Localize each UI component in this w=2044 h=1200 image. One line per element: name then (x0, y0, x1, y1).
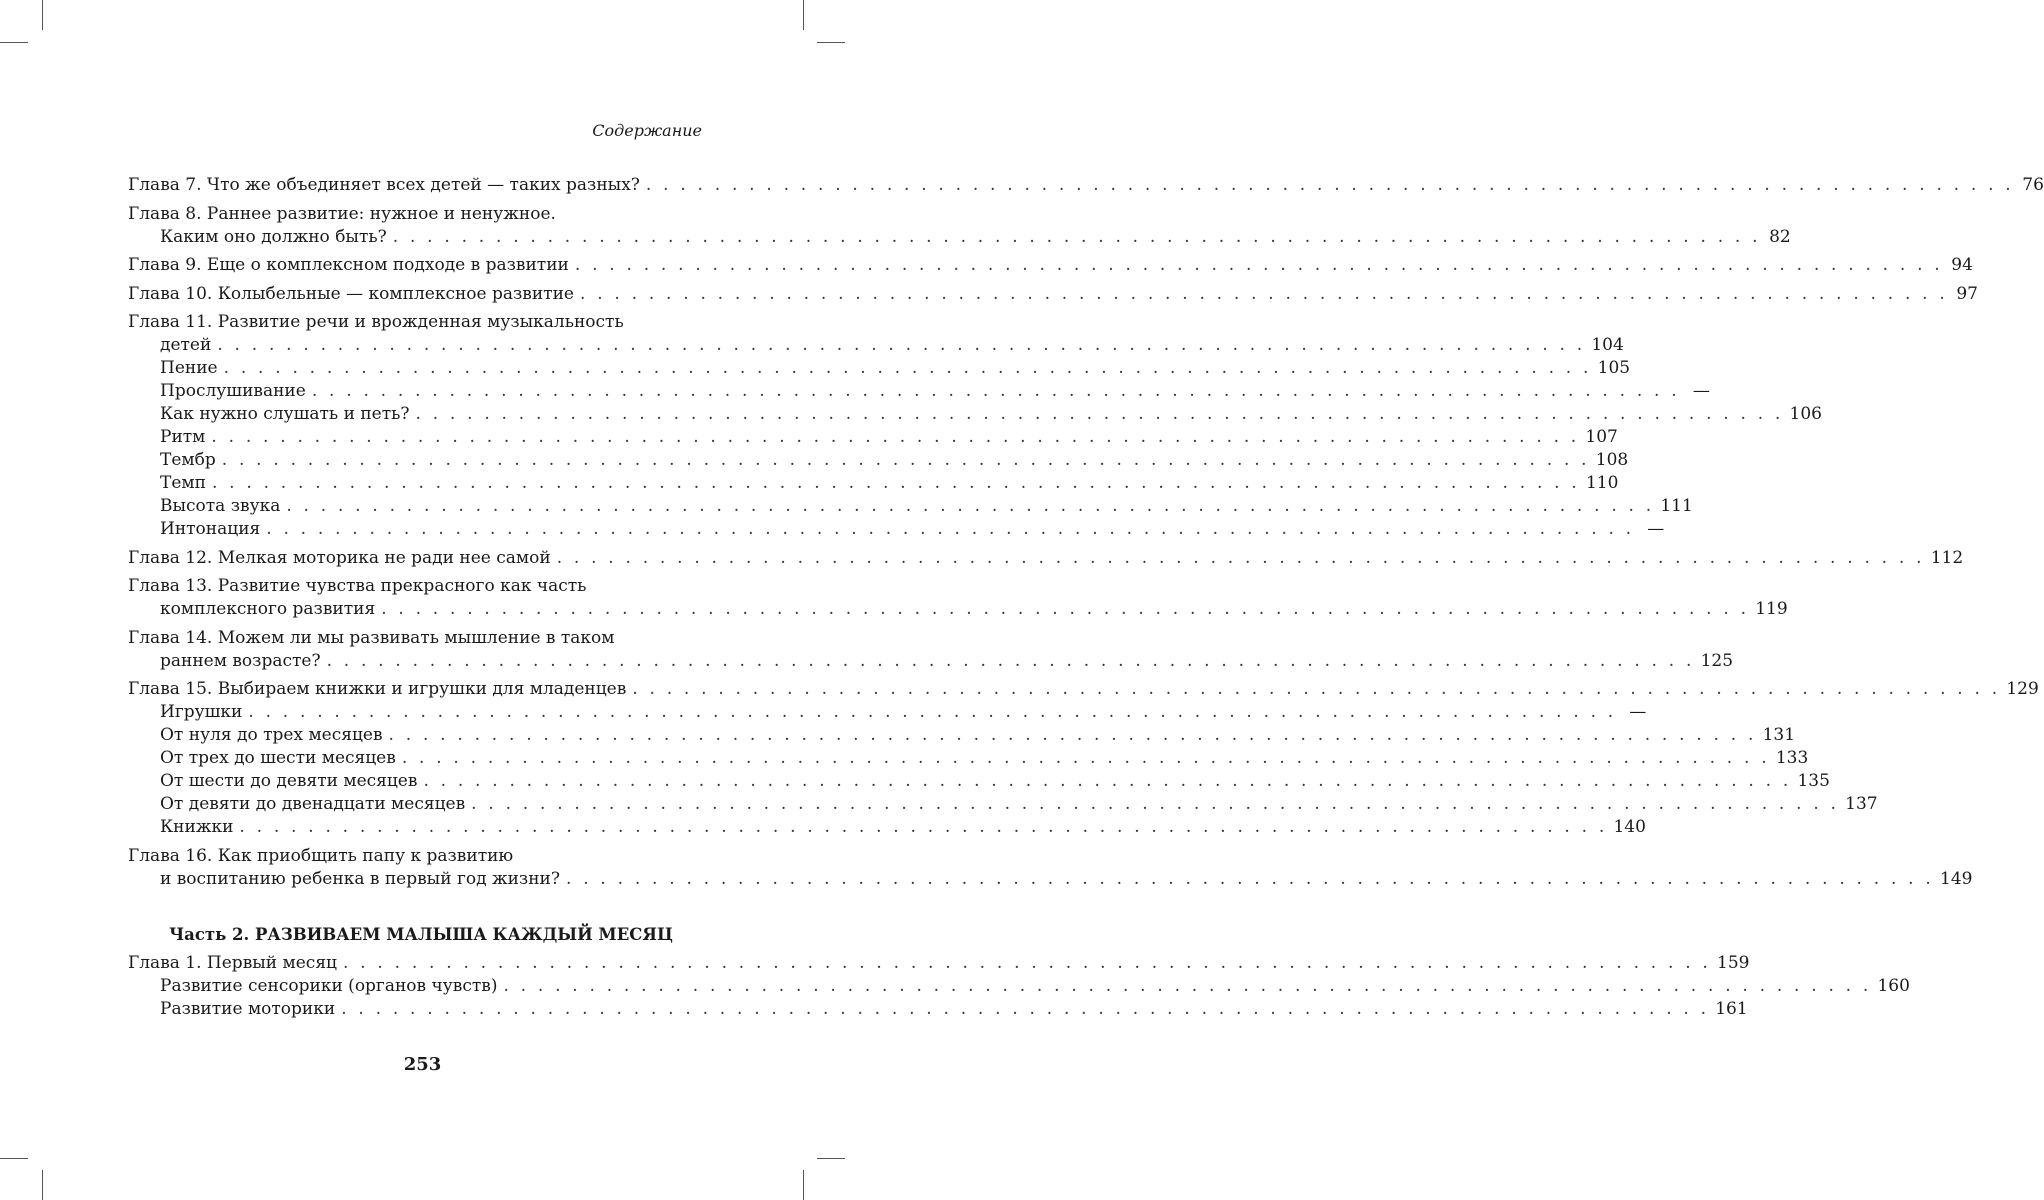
toc-entry (128, 203, 702, 226)
toc-entry-page: — (1629, 702, 1647, 722)
toc-entry-title: Развитие моторики (160, 999, 336, 1019)
toc-entry (128, 598, 1788, 621)
toc-entry-title: От нуля до трех месяцев (160, 725, 383, 745)
dot-leader: . . . . . . . . . . . . . . . . . . . . . . . . . . . . . . . . . . . . . . . . . . . . . . . . . . . . . . . . . . . . . . . . . . . . . . . . . . . . . . . . (286, 496, 1655, 516)
toc-entry (128, 449, 1629, 472)
toc-entry-title: Глава 10. Колыбельные — комплексное развитие (128, 283, 574, 304)
toc-entry (128, 724, 1796, 747)
dot-leader: . . . . . . . . . . . . . . . . . . . . . . . . . . . . . . . . . . . . . . . . . . . . . . . . . . . . . . . . . . . . . . . . . . . . . . . . . . . . . . . . (388, 725, 1757, 745)
toc-chapter (128, 174, 2044, 197)
dot-leader: . . . . . . . . . . . . . . . . . . . . . . . . . . . . . . . . . . . . . . . . . . . . . . . . . . . . . . . . . . . . . . . . . . . . . . . . . . . . . . . . (392, 226, 1761, 247)
dot-leader: . . . . . . . . . . . . . . . . . . . . . . . . . . . . . . . . . . . . . . . . . . . . . . . . . . . . . . . . . . . . . . . . . . . . . . . . . . . . . . . . (248, 702, 1617, 722)
toc-chapter (128, 575, 1788, 621)
toc-entry-page: 119 (1755, 599, 1788, 619)
running-header: Содержание (592, 121, 702, 140)
toc-chapter (128, 678, 2039, 839)
toc-entry-page: 137 (1845, 794, 1878, 814)
toc-entry-title: Глава 13. Развитие чувства прекрасного как часть (128, 576, 587, 596)
toc-entry-title: Высота звука (160, 496, 281, 516)
toc-entry-page: 129 (2006, 679, 2039, 699)
toc-entry-title: и воспитанию ребенка в первый год жизни? (160, 868, 560, 889)
crop-mark (0, 42, 28, 43)
toc-entry (128, 998, 1748, 1021)
toc-entry (128, 495, 1693, 518)
dot-leader: . . . . . . . . . . . . . . . . . . . . . . . . . . . . . . . . . . . . . . . . . . . . . . . . . . . . . . . . . . . . . . . . . . . . . . . . . . . . . . . . (239, 817, 1608, 837)
dot-leader: . . . . . . . . . . . . . . . . . . . . . . . . . . . . . . . . . . . . . . . . . . . . . . . . . . . . . . . . . . . . . . . . . . . . . . . . . . . . . . . . (574, 255, 1943, 275)
toc-chapter (128, 283, 1978, 306)
toc-entry-title: Глава 15. Выбираем книжки и игрушки для младенцев (128, 679, 627, 699)
toc-entry (128, 472, 1619, 495)
toc-entry (128, 380, 1710, 403)
dot-leader: . . . . . . . . . . . . . . . . . . . . . . . . . . . . . . . . . . . . . . . . . . . . . . . . . . . . . . . . . . . . . . . . . . . . . . . . . . . . . . . . (645, 175, 2014, 195)
toc-entry-page: 111 (1660, 496, 1693, 516)
toc-entry-title: комплексного развития (160, 599, 376, 619)
toc-entry (128, 868, 1973, 891)
toc-entry-page: 159 (1717, 953, 1750, 973)
crop-mark (817, 1158, 845, 1159)
dot-leader: . . . . . . . . . . . . . . . . . . . . . . . . . . . . . . . . . . . . . . . . . . . . . . . . . . . . . . . . . . . . . . . . . . . . . . . . . . . . . . . . (326, 650, 1695, 671)
toc-entry (128, 575, 702, 598)
part-heading: Часть 2. РАЗВИВАЕМ МАЛЫША КАЖДЫЙ МЕСЯЦ (169, 924, 673, 944)
toc-entry-page: — (1647, 519, 1665, 539)
crop-mark (803, 0, 804, 30)
toc-chapter (128, 203, 1791, 249)
toc-entry-title: Глава 14. Можем ли мы развивать мышление в таком (128, 627, 615, 648)
dot-leader: . . . . . . . . . . . . . . . . . . . . . . . . . . . . . . . . . . . . . . . . . . . . . . . . . . . . . . . . . . . . . . . . . . . . . . . . . . . . . . . . (381, 599, 1750, 619)
toc-entry-page: 76 (2022, 175, 2044, 195)
toc-entry-title: Пение (160, 358, 218, 378)
crop-mark (803, 1170, 804, 1200)
toc-entry-title: Развитие сенсорики (органов чувств) (160, 976, 498, 996)
toc-entry (128, 770, 1830, 793)
dot-leader: . . . . . . . . . . . . . . . . . . . . . . . . . . . . . . . . . . . . . . . . . . . . . . . . . . . . . . . . . . . . . . . . . . . . . . . . . . . . . . . . (311, 381, 1680, 401)
toc-entry (128, 226, 1791, 249)
dot-leader: . . . . . . . . . . . . . . . . . . . . . . . . . . . . . . . . . . . . . . . . . . . . . . . . . . . . . . . . . . . . . . . . . . . . . . . . . . . . . . . . (565, 868, 1934, 889)
toc-entry (128, 701, 1647, 724)
toc-entry-page: 105 (1597, 358, 1631, 378)
toc-entry (128, 627, 702, 650)
toc-entry-page: 112 (1930, 547, 1964, 568)
toc-entry (128, 311, 702, 334)
toc-entry-title: Глава 11. Развитие речи и врожденная музыкальность (128, 312, 624, 332)
dot-leader: . . . . . . . . . . . . . . . . . . . . . . . . . . . . . . . . . . . . . . . . . . . . . . . . . . . . . . . . . . . . . . . . . . . . . . . . . . . . . . . . (503, 976, 1872, 996)
crop-mark (42, 1170, 43, 1200)
dot-leader: . . . . . . . . . . . . . . . . . . . . . . . . . . . . . . . . . . . . . . . . . . . . . . . . . . . . . . . . . . . . . . . . . . . . . . . . . . . . . . . . (266, 519, 1635, 539)
crop-mark (0, 1158, 28, 1159)
toc-entry-title: От трех до шести месяцев (160, 748, 396, 768)
toc-entry (128, 547, 1964, 570)
dot-leader: . . . . . . . . . . . . . . . . . . . . . . . . . . . . . . . . . . . . . . . . . . . . . . . . . . . . . . . . . . . . . . . . . . . . . . . . . . . . . . . . (341, 999, 1710, 1019)
dot-leader: . . . . . . . . . . . . . . . . . . . . . . . . . . . . . . . . . . . . . . . . . . . . . . . . . . . . . . . . . . . . . . . . . . . . . . . . . . . . . . . . (211, 427, 1580, 447)
toc-entry-page: 133 (1775, 748, 1809, 768)
dot-leader: . . . . . . . . . . . . . . . . . . . . . . . . . . . . . . . . . . . . . . . . . . . . . . . . . . . . . . . . . . . . . . . . . . . . . . . . . . . . . . . . (415, 404, 1784, 424)
toc-entry-page: 106 (1789, 404, 1822, 424)
toc-entry (128, 254, 1973, 277)
toc-entry (128, 650, 1734, 673)
dot-leader: . . . . . . . . . . . . . . . . . . . . . . . . . . . . . . . . . . . . . . . . . . . . . . . . . . . . . . . . . . . . . . . . . . . . . . . . . . . . . . . . (401, 748, 1770, 768)
toc-entry (128, 845, 702, 868)
toc-entry-title: Глава 16. Как приобщить папу к развитию (128, 845, 514, 866)
toc-chapter (128, 547, 1964, 570)
dot-leader: . . . . . . . . . . . . . . . . . . . . . . . . . . . . . . . . . . . . . . . . . . . . . . . . . . . . . . . . . . . . . . . . . . . . . . . . . . . . . . . . (221, 450, 1590, 470)
dot-leader: . . . . . . . . . . . . . . . . . . . . . . . . . . . . . . . . . . . . . . . . . . . . . . . . . . . . . . . . . . . . . . . . . . . . . . . . . . . . . . . . (343, 953, 1712, 973)
toc-entry-title: Игрушки (160, 702, 243, 722)
toc-chapter (128, 845, 1973, 891)
toc-chapter (128, 254, 1973, 277)
toc-entry-title: Глава 8. Раннее развитие: нужное и ненужное. (128, 203, 556, 224)
toc-entry (128, 426, 1618, 449)
toc-entry (128, 678, 2039, 701)
dot-leader: . . . . . . . . . . . . . . . . . . . . . . . . . . . . . . . . . . . . . . . . . . . . . . . . . . . . . . . . . . . . . . . . . . . . . . . . . . . . . . . . (632, 679, 2001, 699)
toc-entry (128, 793, 1878, 816)
toc-entry-page: 161 (1715, 999, 1748, 1019)
toc-entry (128, 357, 1631, 380)
toc-entry-page: 131 (1762, 725, 1796, 745)
toc-entry-page: 160 (1877, 976, 1910, 996)
toc-entry-page: 107 (1585, 427, 1618, 447)
dot-leader: . . . . . . . . . . . . . . . . . . . . . . . . . . . . . . . . . . . . . . . . . . . . . . . . . . . . . . . . . . . . . . . . . . . . . . . . . . . . . . . . (223, 358, 1592, 378)
dot-leader: . . . . . . . . . . . . . . . . . . . . . . . . . . . . . . . . . . . . . . . . . . . . . . . . . . . . . . . . . . . . . . . . . . . . . . . . . . . . . . . . (579, 283, 1948, 304)
toc-entry (128, 334, 1624, 357)
toc-entry-title: Как нужно слушать и петь? (160, 404, 410, 424)
toc-entry-title: Глава 7. Что же объединяет всех детей — таких разных? (128, 175, 640, 195)
toc-entry (128, 283, 1978, 306)
toc-entry-page: 94 (1951, 255, 1973, 275)
toc-entry-title: Ритм (160, 427, 206, 447)
toc-entry-title: От девяти до двенадцати месяцев (160, 794, 466, 814)
dot-leader: . . . . . . . . . . . . . . . . . . . . . . . . . . . . . . . . . . . . . . . . . . . . . . . . . . . . . . . . . . . . . . . . . . . . . . . . . . . . . . . . (423, 771, 1792, 791)
toc-entry-title: От шести до девяти месяцев (160, 771, 418, 791)
toc-entry-title: Книжки (160, 817, 234, 837)
toc-entry (128, 747, 1809, 770)
toc-entry-page: 82 (1769, 226, 1791, 247)
toc-entry (128, 403, 1822, 426)
toc-entry-page: 140 (1613, 817, 1646, 837)
toc-entry-title: детей (160, 335, 212, 355)
toc-entry-page: 110 (1585, 473, 1619, 493)
toc-entry-page: 104 (1591, 335, 1624, 355)
dot-leader: . . . . . . . . . . . . . . . . . . . . . . . . . . . . . . . . . . . . . . . . . . . . . . . . . . . . . . . . . . . . . . . . . . . . . . . . . . . . . . . . (211, 473, 1580, 493)
toc-chapter (128, 627, 1734, 673)
toc-entry-page: 108 (1595, 450, 1629, 470)
page-number: 253 (403, 1054, 442, 1075)
toc-entry-title: раннем возрасте? (160, 650, 321, 671)
toc-entry (128, 174, 2044, 197)
toc-entry-page: 125 (1700, 650, 1734, 671)
toc-chapter (128, 311, 1822, 541)
toc-entry-page: — (1692, 381, 1710, 401)
dot-leader: . . . . . . . . . . . . . . . . . . . . . . . . . . . . . . . . . . . . . . . . . . . . . . . . . . . . . . . . . . . . . . . . . . . . . . . . . . . . . . . . (556, 547, 1925, 568)
dot-leader: . . . . . . . . . . . . . . . . . . . . . . . . . . . . . . . . . . . . . . . . . . . . . . . . . . . . . . . . . . . . . . . . . . . . . . . . . . . . . . . . (217, 335, 1586, 355)
toc-entry-title: Каким оно должно быть? (160, 226, 387, 247)
crop-mark (42, 0, 43, 30)
crop-mark (817, 42, 845, 43)
dot-leader: . . . . . . . . . . . . . . . . . . . . . . . . . . . . . . . . . . . . . . . . . . . . . . . . . . . . . . . . . . . . . . . . . . . . . . . . . . . . . . . . (471, 794, 1840, 814)
toc-entry-title: Темп (160, 473, 206, 493)
toc-entry-title: Глава 12. Мелкая моторика не ради нее самой (128, 547, 551, 568)
toc-entry-title: Интонация (160, 519, 261, 539)
table-of-contents (128, 174, 2044, 1021)
toc-entry-page: 135 (1797, 771, 1830, 791)
toc-entry-title: Прослушивание (160, 381, 306, 401)
toc-entry (128, 816, 1646, 839)
toc-entry-title: Тембр (160, 450, 216, 470)
toc-entry (128, 952, 1750, 975)
toc-entry (128, 975, 1910, 998)
toc-entry-title: Глава 9. Еще о комплексном подходе в развитии (128, 255, 569, 275)
toc-entry-page: 149 (1940, 868, 1973, 889)
toc-entry-title: Глава 1. Первый месяц (128, 953, 337, 973)
toc-chapter (128, 952, 1910, 1021)
toc-entry (128, 518, 1665, 541)
toc-entry-page: 97 (1956, 283, 1978, 304)
